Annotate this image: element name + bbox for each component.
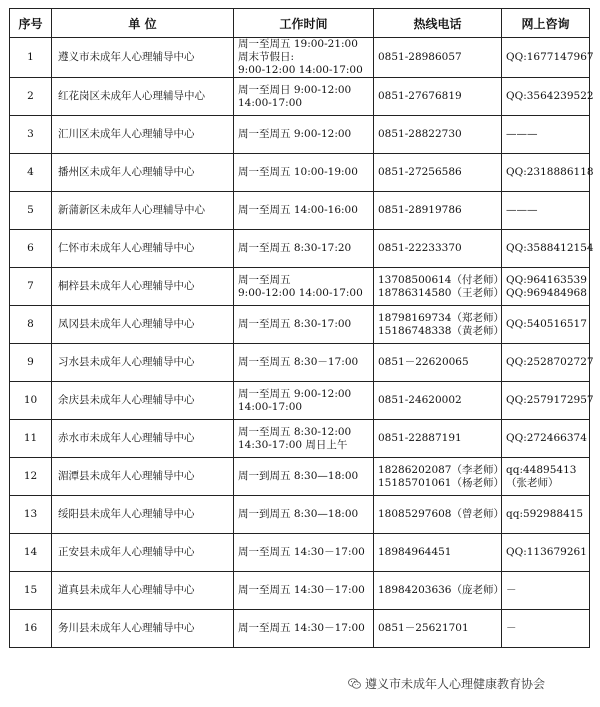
cell-online-consult — [502, 78, 594, 116]
cell-working-hours-line: 14:30-17:00 周日上午 — [238, 438, 348, 451]
cell-working-hours — [234, 572, 374, 610]
cell-working-hours-line: 周一至周日 9:00-12:00 — [238, 83, 352, 96]
cell-online-consult — [502, 344, 594, 382]
cell-hotline-line: 0851-28919786 — [378, 204, 462, 216]
cell-unit: 绥阳县未成年人心理辅导中心 — [52, 496, 234, 534]
cell-working-hours-line: 周一至周五 10:00-19:00 — [238, 166, 358, 178]
cell-hotline-line: 0851－25621701 — [378, 622, 469, 634]
cell-hotline-line: 0851-22887191 — [378, 432, 462, 444]
table-row — [10, 382, 590, 420]
cell-unit: 习水县未成年人心理辅导中心 — [52, 344, 234, 382]
cell-unit: 凤冈县未成年人心理辅导中心 — [52, 306, 234, 344]
cell-hotline-line: 0851-24620002 — [378, 394, 462, 406]
cell-number: 11 — [10, 420, 52, 458]
cell-hotline-line: 0851-27256586 — [378, 166, 462, 178]
cell-working-hours — [234, 420, 374, 458]
cell-online-consult-line: QQ:3564239522 — [506, 90, 594, 102]
table-row — [10, 344, 590, 382]
cell-working-hours — [234, 116, 374, 154]
table-row — [10, 458, 590, 496]
cell-unit: 遵义市未成年人心理辅导中心 — [52, 38, 234, 78]
hotline-table — [9, 8, 594, 648]
cell-online-consult-line: QQ:964163539 — [506, 273, 587, 286]
cell-online-consult-line: ——— — [506, 204, 538, 216]
cell-working-hours-line: 周一至周五 19:00-21:00 — [238, 38, 358, 50]
cell-number: 5 — [10, 192, 52, 230]
cell-hotline-line: 13708500614（付老师） — [378, 273, 504, 286]
cell-working-hours-line: 周一至周五 8:30-17:20 — [238, 242, 352, 254]
cell-working-hours-line: 周一至周五 9:00-12:00 — [238, 387, 352, 400]
table-header-row — [10, 9, 590, 38]
cell-working-hours-line: 周一至周五 — [238, 273, 291, 286]
cell-unit: 道真县未成年人心理辅导中心 — [52, 572, 234, 610]
cell-online-consult — [502, 38, 594, 78]
cell-number: 10 — [10, 382, 52, 420]
table-row — [10, 192, 590, 230]
cell-hotline — [374, 230, 502, 268]
cell-working-hours — [234, 230, 374, 268]
cell-hotline — [374, 78, 502, 116]
cell-working-hours — [234, 382, 374, 420]
cell-working-hours-line: 周一至周五 9:00-12:00 — [238, 128, 352, 140]
cell-hotline — [374, 534, 502, 572]
cell-hotline — [374, 610, 502, 648]
cell-working-hours — [234, 610, 374, 648]
cell-unit: 汇川区未成年人心理辅导中心 — [52, 116, 234, 154]
cell-online-consult-line: QQ:2579172957 — [506, 394, 594, 406]
cell-hotline-line: 18085297608（曾老师） — [378, 508, 504, 520]
cell-unit: 新蒲新区未成年人心理辅导中心 — [52, 192, 234, 230]
cell-online-consult — [502, 420, 590, 458]
cell-working-hours — [234, 78, 374, 116]
cell-unit: 务川县未成年人心理辅导中心 — [52, 610, 234, 648]
cell-hotline-line: 0851-27676819 — [378, 90, 462, 102]
cell-online-consult-line: qq:592988415 — [506, 508, 584, 520]
cell-online-consult-line: QQ:540516517 — [506, 318, 587, 330]
cell-hotline — [374, 306, 502, 344]
cell-online-consult-line: QQ:2528702727 — [506, 356, 594, 368]
cell-hotline-line: 0851-28822730 — [378, 128, 462, 140]
cell-unit: 播州区未成年人心理辅导中心 — [52, 154, 234, 192]
cell-working-hours-line: 9:00-12:00 14:00-17:00 — [238, 286, 363, 299]
cell-number: 14 — [10, 534, 52, 572]
cell-working-hours — [234, 344, 374, 382]
cell-hotline-line: 18286202087（李老师） — [378, 463, 504, 476]
cell-number: 6 — [10, 230, 52, 268]
cell-number: 3 — [10, 116, 52, 154]
cell-online-consult — [502, 458, 590, 496]
cell-working-hours — [234, 38, 374, 78]
cell-number: 4 — [10, 154, 52, 192]
header-working-hours: 工作时间 — [234, 9, 374, 38]
header-hotline: 热线电话 — [374, 9, 502, 38]
cell-hotline-line: 18786314580（王老师） — [378, 286, 504, 299]
cell-online-consult-line: QQ:272466374 — [506, 432, 587, 444]
cell-working-hours-line: 周一至周五 14:30－17:00 — [238, 546, 365, 558]
cell-number: 12 — [10, 458, 52, 496]
cell-working-hours-line: 周末节假日: — [238, 51, 295, 63]
cell-online-consult-line: （张老师） — [506, 476, 559, 489]
cell-online-consult-line: ——— — [506, 128, 538, 140]
cell-hotline-line: 15186748338（黄老师） — [378, 324, 504, 337]
cell-unit: 仁怀市未成年人心理辅导中心 — [52, 230, 234, 268]
cell-online-consult — [502, 154, 594, 192]
cell-hotline — [374, 344, 502, 382]
header-number: 序号 — [10, 9, 52, 38]
cell-working-hours — [234, 268, 374, 306]
table-row — [10, 268, 590, 306]
cell-hotline — [374, 116, 502, 154]
cell-online-consult — [502, 610, 590, 648]
cell-working-hours — [234, 496, 374, 534]
table-row — [10, 230, 590, 268]
cell-working-hours — [234, 458, 374, 496]
cell-unit: 赤水市未成年人心理辅导中心 — [52, 420, 234, 458]
cell-working-hours-line: 14:00-17:00 — [238, 400, 303, 413]
table-row — [10, 38, 590, 78]
cell-hotline-line: 18798169734（郑老师） — [378, 311, 504, 324]
cell-working-hours-line: 周一至周五 8:30-17:00 — [238, 318, 352, 330]
cell-number: 2 — [10, 78, 52, 116]
cell-working-hours-line: 周一到周五 8:30—18:00 — [238, 508, 359, 520]
cell-number: 9 — [10, 344, 52, 382]
cell-hotline-line: 18984203636（庞老师） — [378, 584, 504, 596]
cell-number: 1 — [10, 38, 52, 78]
header-unit: 单 位 — [52, 9, 234, 38]
cell-number: 15 — [10, 572, 52, 610]
cell-hotline — [374, 192, 502, 230]
cell-working-hours — [234, 306, 374, 344]
cell-unit: 正安县未成年人心理辅导中心 — [52, 534, 234, 572]
cell-hotline — [374, 154, 502, 192]
cell-unit: 红花岗区未成年人心理辅导中心 — [52, 78, 234, 116]
cell-number: 8 — [10, 306, 52, 344]
cell-working-hours — [234, 534, 374, 572]
cell-hotline — [374, 572, 502, 610]
cell-number: 7 — [10, 268, 52, 306]
cell-hotline — [374, 496, 502, 534]
table-row — [10, 78, 590, 116]
cell-unit: 桐梓县未成年人心理辅导中心 — [52, 268, 234, 306]
cell-online-consult — [502, 306, 590, 344]
cell-online-consult-line: QQ:1677147967 — [506, 51, 594, 63]
cell-online-consult — [502, 192, 590, 230]
header-online-consult: 网上咨询 — [502, 9, 590, 38]
cell-hotline — [374, 38, 502, 78]
cell-hotline-line: 15185701061（杨老师） — [378, 476, 504, 489]
cell-number: 13 — [10, 496, 52, 534]
table-row — [10, 116, 590, 154]
table-row — [10, 572, 590, 610]
cell-unit: 湄潭县未成年人心理辅导中心 — [52, 458, 234, 496]
cell-online-consult-line: QQ:969484968 — [506, 286, 587, 299]
cell-working-hours-line: 14:00-17:00 — [238, 96, 303, 109]
watermark — [348, 675, 545, 692]
table-row — [10, 306, 590, 344]
cell-working-hours — [234, 192, 374, 230]
cell-online-consult-line: QQ:2318886118 — [506, 166, 594, 178]
table-row — [10, 610, 590, 648]
wechat-icon — [348, 678, 361, 689]
table-body — [10, 38, 594, 648]
cell-online-consult — [502, 230, 594, 268]
cell-hotline — [374, 458, 502, 496]
cell-working-hours — [234, 154, 374, 192]
cell-hotline — [374, 268, 502, 306]
watermark-text: 遵义市未成年人心理健康教育协会 — [365, 677, 546, 691]
cell-online-consult-line: QQ:3588412154 — [506, 242, 594, 254]
cell-hotline-line: 18984964451 — [378, 546, 452, 558]
cell-working-hours-line: 周一至周五 8:30-12:00 — [238, 425, 352, 438]
cell-working-hours-line: 周一到周五 8:30—18:00 — [238, 470, 359, 482]
cell-working-hours-line: 周一至周五 14:30－17:00 — [238, 584, 365, 596]
cell-online-consult — [502, 534, 590, 572]
cell-online-consult — [502, 116, 590, 154]
cell-hotline-line: 0851-28986057 — [378, 51, 462, 63]
cell-working-hours-line: 周一至周五 14:30－17:00 — [238, 622, 365, 634]
cell-online-consult-line: － — [506, 622, 517, 634]
cell-working-hours-line: 周一至周五 14:00-16:00 — [238, 204, 358, 216]
cell-working-hours-line: 9:00-12:00 14:00-17:00 — [238, 64, 363, 76]
cell-number: 16 — [10, 610, 52, 648]
cell-hotline-line: 0851-22233370 — [378, 242, 462, 254]
cell-hotline — [374, 420, 502, 458]
cell-hotline — [374, 382, 502, 420]
cell-online-consult-line: qq:44895413 — [506, 463, 577, 476]
cell-online-consult — [502, 268, 590, 306]
cell-online-consult-line: － — [506, 584, 517, 596]
cell-unit: 余庆县未成年人心理辅导中心 — [52, 382, 234, 420]
cell-online-consult — [502, 382, 594, 420]
cell-hotline-line: 0851－22620065 — [378, 356, 469, 368]
cell-online-consult — [502, 496, 590, 534]
table-row — [10, 154, 590, 192]
cell-online-consult — [502, 572, 590, 610]
table-row — [10, 420, 590, 458]
cell-online-consult-line: QQ:113679261 — [506, 546, 587, 558]
cell-working-hours-line: 周一至周五 8:30－17:00 — [238, 356, 359, 368]
table-row — [10, 534, 590, 572]
table-row — [10, 496, 590, 534]
